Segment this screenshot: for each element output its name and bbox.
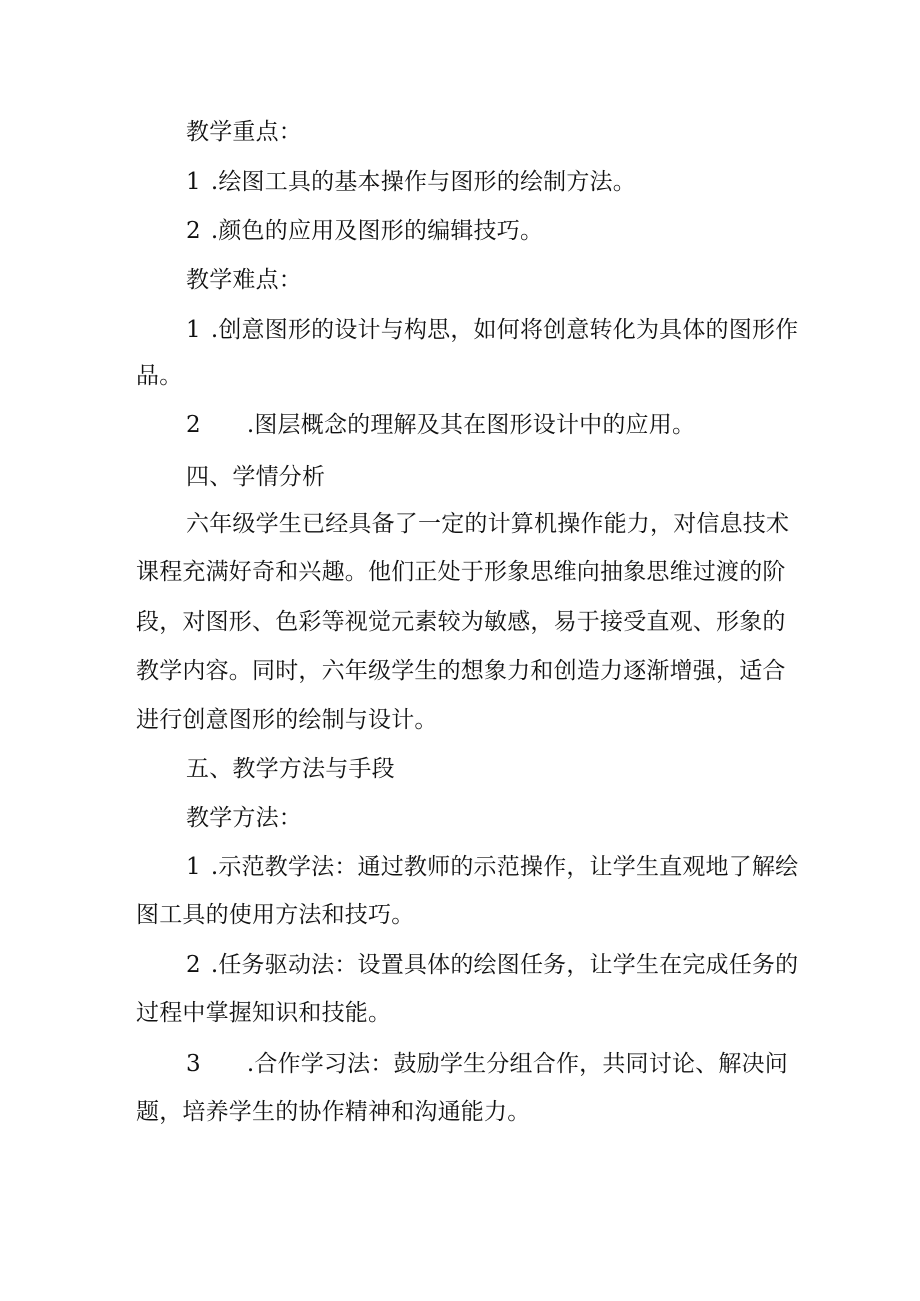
method-item-3-number: 3 <box>186 1051 201 1077</box>
method-item-2-text: .任务驱动法：设置具体的绘图任务，让学生在完成任务的 <box>210 952 799 978</box>
method-item-1 <box>186 852 799 882</box>
method-item-2-continuation: 过程中掌握知识和技能。 <box>136 1000 392 1026</box>
difficulty-item-1-text: .创意图形的设计与构思，如何将创意转化为具体的图形作 <box>210 317 799 343</box>
difficulty-item-1-continuation: 品。 <box>136 363 183 389</box>
difficulty-item-2 <box>186 410 796 440</box>
method-item-1-text: .示范教学法：通过教师的示范操作，让学生直观地了解绘 <box>210 854 799 880</box>
method-item-3-text: .合作学习法：鼓励学生分组合作，共同讨论、解决问 <box>246 1051 788 1077</box>
section-4-paragraph-line-3: 段，对图形、色彩等视觉元素较为敏感，易于接受直观、形象的 <box>136 609 786 635</box>
method-item-2-number: 2 <box>186 952 201 978</box>
method-item-3 <box>186 1049 796 1079</box>
method-item-1-continuation: 图工具的使用方法和技巧。 <box>136 902 415 928</box>
section-4-paragraph-line-5: 进行创意图形的绘制与设计。 <box>136 707 438 733</box>
difficulty-heading: 教学难点： <box>186 267 302 293</box>
focus-item-1 <box>186 167 796 197</box>
method-item-2 <box>186 950 799 980</box>
focus-item-2-text: .颜色的应用及图形的编辑技巧。 <box>210 218 544 244</box>
section-5-title: 五、教学方法与手段 <box>186 756 395 782</box>
focus-item-1-text: .绘图工具的基本操作与图形的绘制方法。 <box>210 169 636 195</box>
focus-item-1-number: 1 <box>186 169 201 195</box>
difficulty-item-2-number: 2 <box>186 412 201 438</box>
section-4-paragraph-line-1: 六年级学生已经具备了一定的计算机操作能力，对信息技术 <box>186 511 790 537</box>
method-item-1-number: 1 <box>186 854 201 880</box>
methods-heading: 教学方法： <box>186 805 302 831</box>
section-4-paragraph-line-4: 教学内容。同时，六年级学生的想象力和创造力逐渐增强，适合 <box>136 658 786 684</box>
focus-item-2-number: 2 <box>186 218 201 244</box>
section-4-title: 四、学情分析 <box>186 464 326 490</box>
section-4-paragraph-line-2: 课程充满好奇和兴趣。他们正处于形象思维向抽象思维过渡的阶 <box>136 559 786 585</box>
method-item-3-continuation: 题，培养学生的协作精神和沟通能力。 <box>136 1099 531 1125</box>
difficulty-item-1-number: 1 <box>186 317 201 343</box>
focus-heading: 教学重点： <box>186 119 302 145</box>
focus-item-2 <box>186 216 796 246</box>
difficulty-item-2-text: .图层概念的理解及其在图形设计中的应用。 <box>246 412 696 438</box>
difficulty-item-1 <box>186 315 799 345</box>
